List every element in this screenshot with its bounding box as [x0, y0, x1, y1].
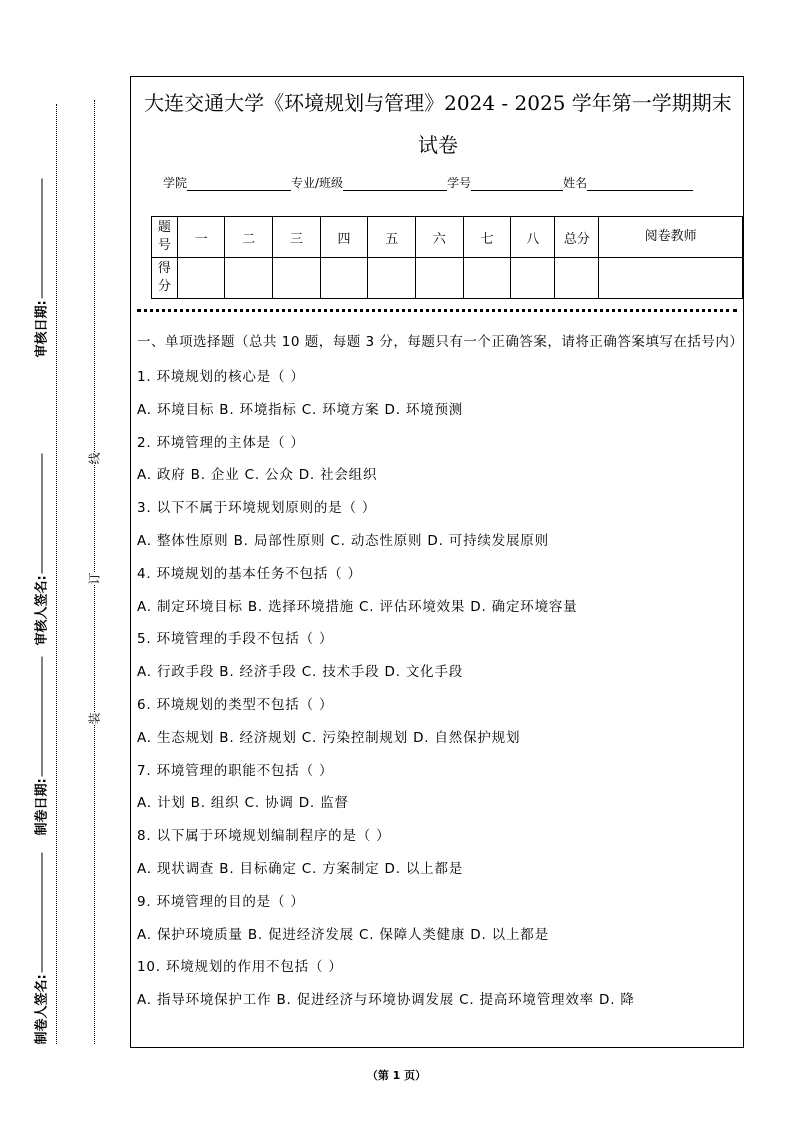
- question-options: A. 保护环境质量 B. 促进经济发展 C. 保障人类健康 D. 以上都是: [137, 926, 549, 943]
- college-field[interactable]: [187, 178, 291, 191]
- major-class-field[interactable]: [343, 178, 447, 191]
- question-options: A. 行政手段 B. 经济手段 C. 技术手段 D. 文化手段: [137, 664, 464, 681]
- exam-title-cont: 试卷: [418, 133, 458, 157]
- prep-date-blank[interactable]: [42, 656, 43, 776]
- question-text: 4. 环境规划的基本任务不包括（ ）: [137, 565, 362, 582]
- header-cell-3: 三: [273, 217, 321, 258]
- question-text: 8. 以下属于环境规划编制程序的是（ ）: [137, 828, 391, 845]
- student-info-row: [163, 174, 693, 191]
- question-options: A. 制定环境目标 B. 选择环境措施 C. 评估环境效果 D. 确定环境容量: [137, 598, 578, 615]
- section-heading: 一、单项选择题（总共 10 题，每题 3 分，每题只有一个正确答案，请将正确答案填写在括号内）: [137, 334, 744, 350]
- header-cell-2: 二: [225, 217, 273, 258]
- question-text: 10. 环境规划的作用不包括（ ）: [137, 959, 343, 976]
- header-cell-8: 八: [511, 217, 555, 258]
- review-date-field: [31, 158, 50, 358]
- score-table: [151, 216, 743, 299]
- name-field[interactable]: [587, 178, 693, 191]
- score-table-score-row: [152, 258, 743, 299]
- question-text: 5. 环境管理的手段不包括（ ）: [137, 631, 334, 648]
- name-label: 姓名: [563, 176, 588, 190]
- question-options: A. 环境目标 B. 环境指标 C. 环境方案 D. 环境预测: [137, 401, 464, 418]
- header-cell-grader: 阅卷教师: [599, 217, 743, 258]
- question-options: A. 计划 B. 组织 C. 协调 D. 监督: [137, 795, 349, 812]
- header-cell-7: 七: [463, 217, 511, 258]
- question-text: 1. 环境规划的核心是（ ）: [137, 369, 305, 385]
- dotted-line-outer: [56, 104, 57, 1044]
- major-class-label: 专业/班级: [291, 176, 344, 190]
- score-cell[interactable]: [177, 258, 225, 299]
- question-text: 2. 环境管理的主体是（ ）: [137, 434, 305, 451]
- student-id-label: 学号: [447, 176, 472, 190]
- reviewer-signature-field: [31, 446, 50, 646]
- header-cell-1: 一: [177, 217, 225, 258]
- question-options: A. 政府 B. 企业 C. 公众 D. 社会组织: [137, 467, 378, 484]
- question-options: A. 指导环境保护工作 B. 促进经济与环境协调发展 C. 提高环境管理效率 D. 降: [137, 992, 635, 1009]
- question-text: 7. 环境管理的职能不包括（ ）: [137, 762, 334, 779]
- score-cell[interactable]: [511, 258, 555, 299]
- binding-mark-line: 线: [87, 452, 102, 465]
- exam-paper: [130, 76, 744, 1048]
- binding-mark-staple: 订: [87, 572, 102, 585]
- score-cell[interactable]: [273, 258, 321, 299]
- header-cell-6: 六: [416, 217, 464, 258]
- college-label: 学院: [163, 176, 188, 190]
- score-cell-total[interactable]: [555, 258, 599, 299]
- score-cell[interactable]: [225, 258, 273, 299]
- section-single-choice: [137, 331, 744, 1017]
- preparer-signature-blank[interactable]: [42, 852, 43, 972]
- question-options: A. 现状调查 B. 目标确定 C. 方案制定 D. 以上都是: [137, 860, 464, 877]
- question-options: A. 生态规划 B. 经济规划 C. 污染控制规划 D. 自然保护规划: [137, 729, 521, 746]
- score-cell[interactable]: [463, 258, 511, 299]
- question-text: 6. 环境规划的类型不包括（ ）: [137, 696, 334, 713]
- header-cell-question-no: 题号: [152, 217, 178, 258]
- header-cell-total: 总分: [555, 217, 599, 258]
- binding-sidebar: [0, 0, 128, 1122]
- score-cell[interactable]: [368, 258, 416, 299]
- exam-title: 大连交通大学《环境规划与管理》2024 - 2025 学年第一学期期末: [144, 91, 732, 115]
- prep-date-field: [31, 636, 50, 836]
- review-date-label: 审核日期:: [34, 300, 50, 358]
- score-cell[interactable]: [416, 258, 464, 299]
- header-cell-4: 四: [320, 217, 368, 258]
- question-options: A. 整体性原则 B. 局部性原则 C. 动态性原则 D. 可持续发展原则: [137, 532, 549, 549]
- reviewer-signature-label: 审核人签名:: [34, 575, 50, 646]
- score-table-header-row: [152, 217, 743, 258]
- review-date-blank[interactable]: [42, 178, 43, 298]
- question-text: 3. 以下不属于环境规划原则的是（ ）: [137, 500, 377, 517]
- preparer-signature-label: 制卷人签名:: [34, 974, 50, 1045]
- dotted-separator: [137, 309, 737, 312]
- reviewer-signature-blank[interactable]: [42, 453, 43, 573]
- preparer-signature-field: [31, 845, 50, 1045]
- binding-mark-bind: 装: [87, 712, 102, 725]
- page-number: （第 1 页）: [366, 1069, 427, 1082]
- prep-date-label: 制卷日期:: [34, 778, 50, 836]
- student-id-field[interactable]: [471, 178, 563, 191]
- score-cell-grader[interactable]: [599, 258, 743, 299]
- question-text: 9. 环境管理的目的是（ ）: [137, 893, 305, 910]
- row-label-score: 得分: [152, 258, 178, 299]
- score-cell[interactable]: [320, 258, 368, 299]
- header-cell-5: 五: [368, 217, 416, 258]
